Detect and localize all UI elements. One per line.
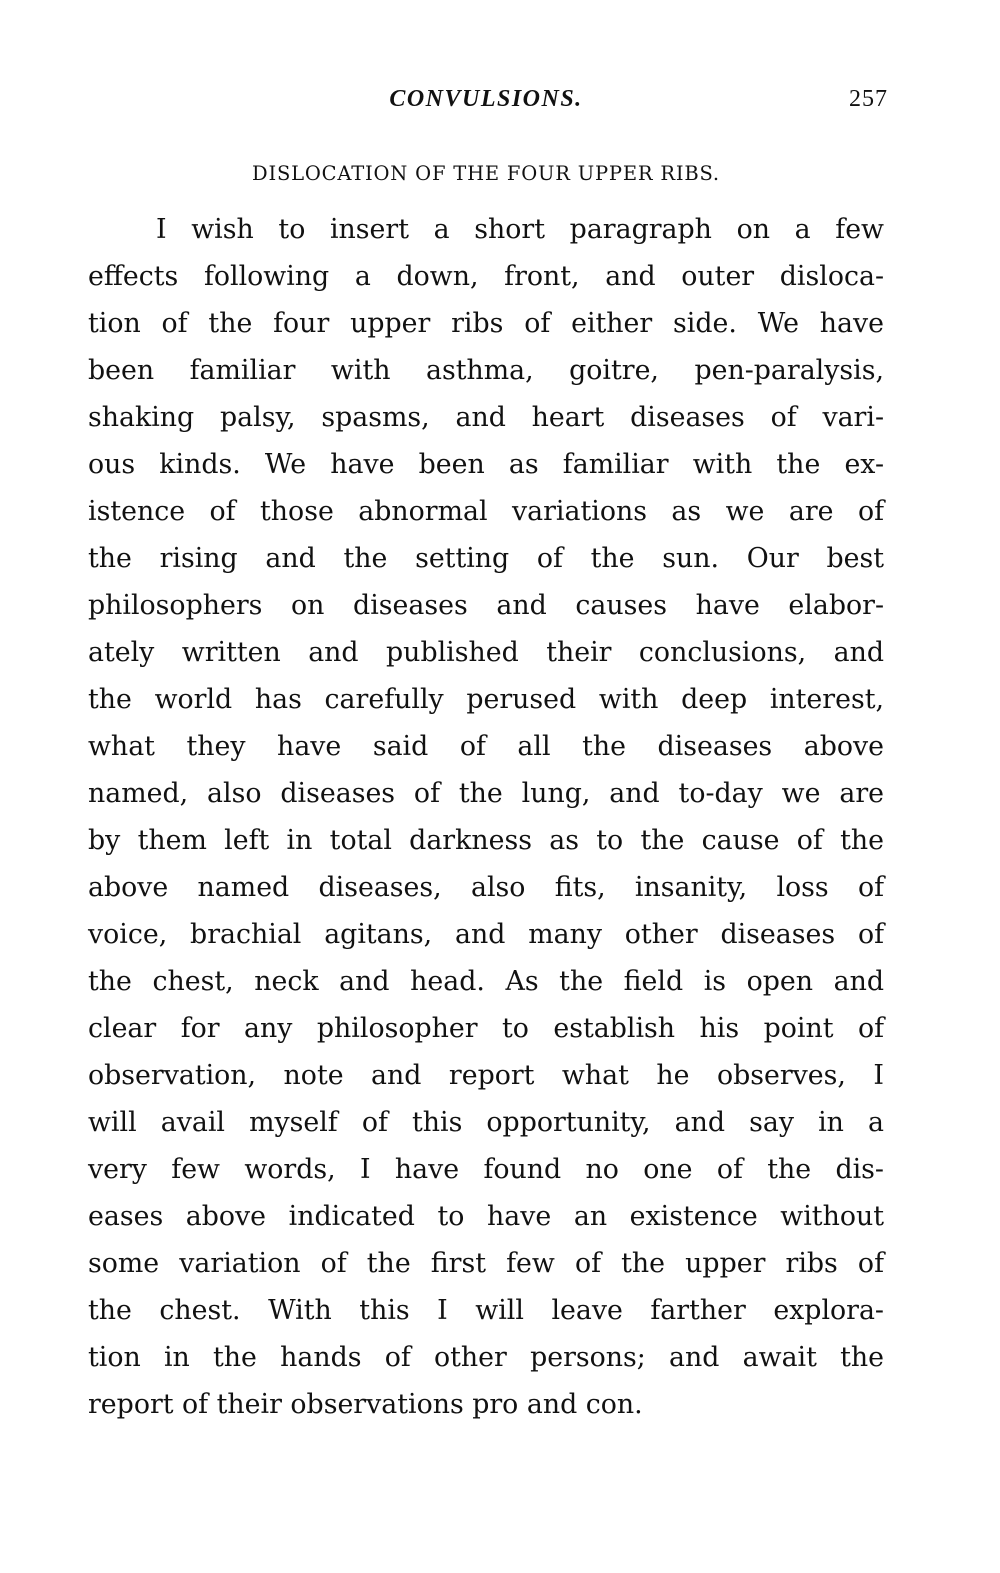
paragraph-line: observation, note and report what he observes, I xyxy=(88,1060,884,1091)
paragraph-line: above named diseases, also fits, insanity, loss of xyxy=(88,872,884,903)
page-number: 257 xyxy=(849,86,888,112)
paragraph-line: philosophers on diseases and causes have elabor- xyxy=(88,590,884,621)
paragraph-line: the chest, neck and head. As the field is open and xyxy=(88,966,884,997)
paragraph-line: voice, brachial agitans, and many other diseases of xyxy=(88,919,884,950)
paragraph-line: ous kinds. We have been as familiar with the ex- xyxy=(88,449,884,480)
paragraph-line: tion in the hands of other persons; and await the xyxy=(88,1342,884,1373)
paragraph-line: report of their observations pro and con. xyxy=(88,1389,643,1420)
paragraph-line: by them left in total darkness as to the cause of the xyxy=(88,825,884,856)
paragraph-line: the world has carefully perused with deep interest, xyxy=(88,684,884,715)
paragraph-line: tion of the four upper ribs of either side. We have xyxy=(88,308,884,339)
paragraph-line: eases above indicated to have an existence without xyxy=(88,1201,884,1232)
paragraph-line: been familiar with asthma, goitre, pen-paralysis, xyxy=(88,355,884,386)
paragraph-line: the chest. With this I will leave farther explora- xyxy=(88,1295,884,1326)
paragraph-line: will avail myself of this opportunity, and say in a xyxy=(88,1107,884,1138)
paragraph-line: the rising and the setting of the sun. Our best xyxy=(88,543,884,574)
running-head xyxy=(88,86,888,122)
paragraph-line: istence of those abnormal variations as we are of xyxy=(88,496,884,527)
paragraph-line: some variation of the first few of the upper ribs of xyxy=(88,1248,884,1279)
section-heading: DISLOCATION OF THE FOUR UPPER RIBS. xyxy=(252,162,720,185)
paragraph-line: named, also diseases of the lung, and to-day we are xyxy=(88,778,884,809)
running-title: CONVULSIONS. xyxy=(389,86,583,112)
paragraph-line: effects following a down, front, and outer disloca- xyxy=(88,261,884,292)
paragraph-line: very few words, I have found no one of the dis- xyxy=(88,1154,884,1185)
paragraph-line: shaking palsy, spasms, and heart diseases of vari- xyxy=(88,402,884,433)
paragraph-line: I wish to insert a short paragraph on a few xyxy=(156,214,884,245)
paragraph-line: what they have said of all the diseases above xyxy=(88,731,884,762)
paragraph-line: clear for any philosopher to establish his point of xyxy=(88,1013,884,1044)
paragraph-line: ately written and published their conclusions, and xyxy=(88,637,884,668)
body-paragraph xyxy=(88,206,884,1428)
